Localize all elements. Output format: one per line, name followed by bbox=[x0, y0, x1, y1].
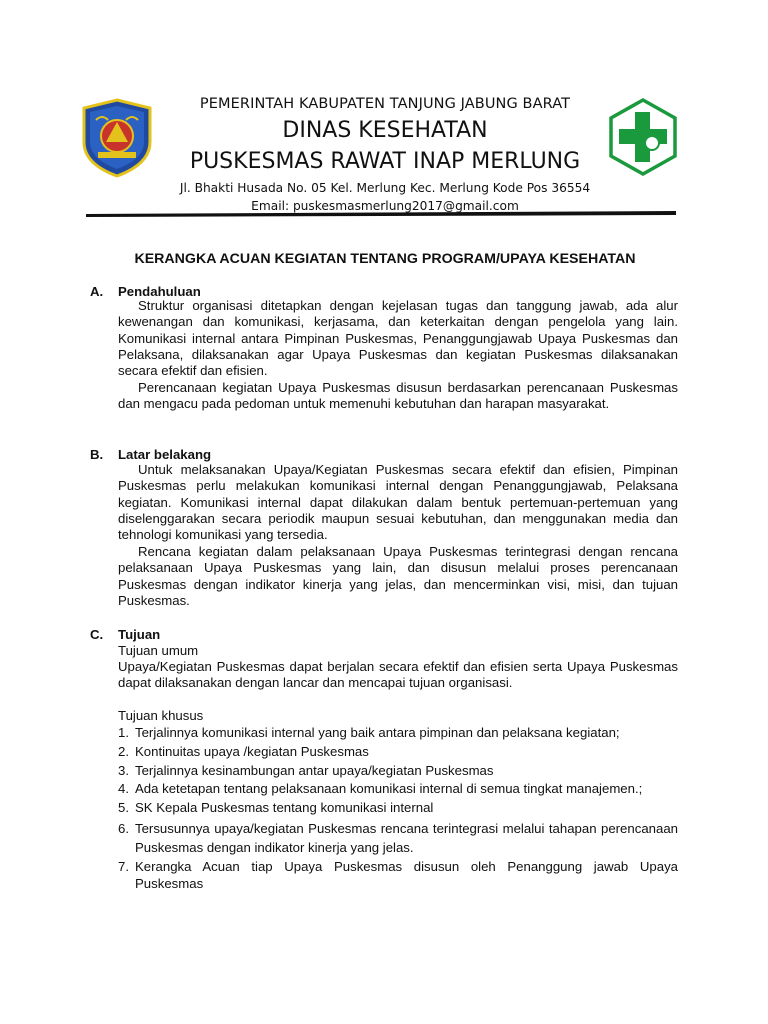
list-item: 6. Tersusunnya upaya/kegiatan Puskesmas rencana terintegrasi melalui tahapan perencanaan Puskesmas dengan indikator kinerja yang jelas. bbox=[118, 820, 678, 855]
specific-objective-label: Tujuan khusus bbox=[118, 708, 204, 723]
document-title: KERANGKA ACUAN KEGIATAN TENTANG PROGRAM/UPAYA KESEHATAN bbox=[134, 251, 636, 267]
section-b-letter: B. bbox=[90, 447, 104, 462]
list-item: 5. SK Kepala Puskesmas tentang komunikasi internal bbox=[118, 800, 434, 816]
puskesmas-logo-icon bbox=[609, 98, 677, 176]
general-objective-label: Tujuan umum bbox=[118, 643, 199, 658]
list-item: 7. Kerangka Acuan tiap Upaya Puskesmas disusun oleh Penanggung jawab Upaya Puskesmas bbox=[118, 859, 678, 891]
list-item: 4. Ada ketetapan tentang pelaksanaan komunikasi internal di semua tingkat manajemen.; bbox=[118, 781, 643, 797]
section-a-paragraph-2: Perencanaan kegiatan Upaya Puskesmas disusun berdasarkan perencanaan Puskesmas dan mengacu pada pedoman untuk memenuhi kebutuhan dan harapan masyarakat. bbox=[118, 380, 678, 412]
section-a-letter: A. bbox=[90, 284, 104, 299]
section-b-paragraph-2: Rencana kegiatan dalam pelaksanaan Upaya Puskesmas terintegrasi dengan rencana pelaksanaan Upaya Puskesmas yang lain, dan disusun melalui proses perencanaan Puskesmas dengan indikator kinerja yang jelas, dan mencerminkan visi, misi, dan tujuan Puskesmas. bbox=[118, 544, 678, 608]
regency-emblem-icon bbox=[80, 98, 154, 178]
section-b-paragraph-1: Untuk melaksanakan Upaya/Kegiatan Puskesmas secara efektif dan efisien, Pimpinan Puskesmas perlu melakukan komunikasi internal dengan Penanggungjawab, Pelaksana kegiatan. Komunikasi internal dapat dilakukan dalam bentuk pertemuan-pertemuan yang diselenggarakan secara periodik maupun sesuai kebutuhan, dan menggunakan media dan tehnologi komunikasi yang tersedia. bbox=[118, 462, 678, 543]
list-item: 3. Terjalinnya kesinambungan antar upaya/kegiatan Puskesmas bbox=[118, 762, 494, 778]
government-name: PEMERINTAH KABUPATEN TANJUNG JABUNG BARAT bbox=[199, 96, 571, 112]
section-a-paragraph-1: Struktur organisasi ditetapkan dengan kejelasan tugas dan tanggung jawab, ada alur kewenangan dan komunikasi, kerjasama, dan keterkaitan dengan pengelola yang lain. Komunikasi internal antara Pimpinan Puskesmas, Penanggungjawab Upaya Puskesmas dan Pelaksana, dilaksanakan agar Upaya Puskesmas dan kegiatan Puskesmas dilaksanakan secara efektif dan efisien. bbox=[118, 298, 678, 379]
section-c-letter: C. bbox=[90, 627, 104, 642]
section-b-title: Latar belakang bbox=[118, 447, 212, 462]
specific-objective-list bbox=[118, 725, 678, 895]
email: Email: puskesmasmerlung2017@gmail.com bbox=[251, 199, 519, 213]
address: Jl. Bhakti Husada No. 05 Kel. Merlung Kec. Merlung Kode Pos 36554 bbox=[179, 181, 591, 195]
list-item: 2. Kontinuitas upaya /kegiatan Puskesmas bbox=[118, 743, 369, 759]
list-item: 1. Terjalinnya komunikasi internal yang baik antara pimpinan dan pelaksana kegiatan; bbox=[118, 725, 620, 740]
agency-name: DINAS KESEHATAN bbox=[282, 118, 488, 143]
facility-name: PUSKESMAS RAWAT INAP MERLUNG bbox=[189, 149, 581, 174]
section-c-title: Tujuan bbox=[118, 627, 161, 642]
general-objective-text: Upaya/Kegiatan Puskesmas dapat berjalan secara efektif dan efisien serta Upaya Puskesmas dapat dilaksanakan dengan lancar dan mencapai tujuan organisasi. bbox=[118, 659, 678, 691]
header-divider bbox=[86, 211, 676, 217]
letterhead bbox=[0, 0, 768, 225]
section-a-title: Pendahuluan bbox=[118, 284, 201, 299]
